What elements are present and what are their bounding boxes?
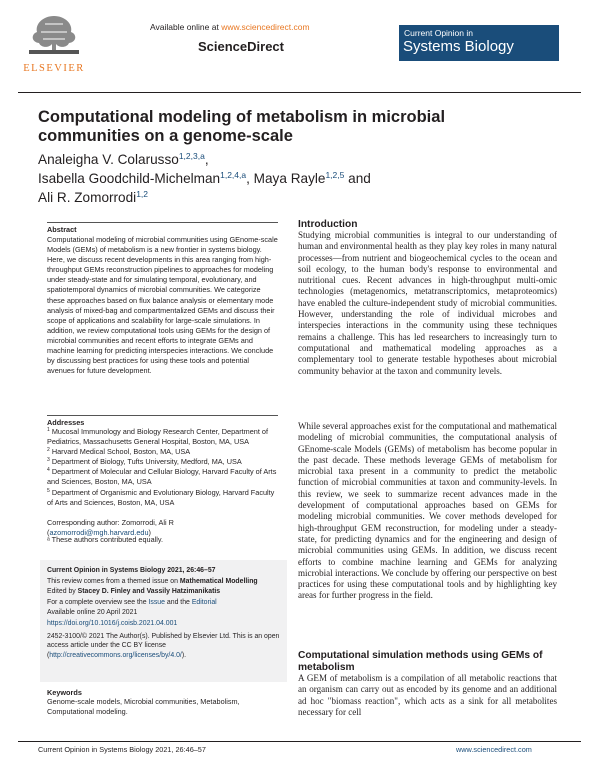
affiliation-text: Mucosal Immunology and Biology Research Center, Department of Pediatrics, Massachusetts General Hospital, Boston, MA, USA	[47, 427, 268, 447]
addresses-divider	[47, 415, 278, 416]
edited-prefix: Edited by	[47, 588, 78, 596]
affiliation-list	[47, 427, 278, 508]
available-prefix: Available online at	[150, 22, 222, 32]
author-affiliation-marks[interactable]: 1,2	[136, 189, 149, 199]
copyright-end: ).	[181, 652, 187, 660]
edited-by-line	[47, 587, 283, 598]
editorial-link[interactable]: Editorial	[191, 598, 217, 606]
available-online	[150, 22, 310, 32]
elsevier-tree-icon	[25, 10, 83, 56]
author-separator: and	[344, 171, 371, 186]
affiliation-number: 4	[47, 467, 50, 474]
affiliation-text: Department of Organismic and Evolutionary Biology, Harvard Faculty of Arts and Sciences, Boston, MA, USA	[47, 487, 275, 507]
available-online-date: Available online 20 April 2021	[47, 609, 138, 617]
author-separator: ,	[246, 171, 254, 186]
author-separator: ,	[204, 152, 209, 167]
author-name[interactable]: Isabella Goodchild-Michelman	[38, 171, 221, 186]
footer-link[interactable]: www.sciencedirect.com	[456, 745, 532, 754]
affiliation-text: Harvard Medical School, Boston, MA, USA	[51, 447, 191, 457]
sciencedirect-link[interactable]: www.sciencedirect.com	[221, 22, 310, 32]
journal-banner[interactable]	[399, 25, 559, 61]
section-paragraph: A GEM of metabolism is a compilation of all metabolic reactions that an organism can carry out as encoded by its genome and an additional ad hoc "biomass reaction", which acts as a sink for all metabolites necessary for cell	[298, 673, 557, 717]
footer-citation: Current Opinion in Systems Biology 2021, 26:46–57	[38, 745, 206, 754]
corresponding-prefix: Corresponding author: Zomorrodi, Ali R (	[47, 518, 174, 538]
author-name[interactable]: Ali R. Zomorrodi	[38, 190, 137, 205]
license-link[interactable]: http://creativecommons.org/licenses/by/4.0/	[49, 652, 182, 660]
publisher-name: ELSEVIER	[23, 63, 85, 74]
addresses-heading: Addresses	[47, 418, 85, 427]
footer-divider	[18, 741, 581, 742]
journal-name: Systems Biology	[403, 38, 514, 55]
affiliation-number: 3	[47, 457, 50, 464]
author-affiliation-marks[interactable]: 1,2,4,a	[220, 170, 247, 180]
affiliation-item	[47, 427, 278, 447]
affiliation-item	[47, 467, 278, 487]
author-name[interactable]: Maya Rayle	[253, 171, 326, 186]
citation: Current Opinion in Systems Biology 2021, 26:46–57	[47, 567, 216, 574]
editors: Stacey D. Finley and Vassily Hatzimanikatis	[77, 588, 221, 596]
sciencedirect-logo[interactable]: ScienceDirect	[198, 39, 284, 54]
introduction-paragraph: While several approaches exist for the computational and mathematical modeling of microbial communities, the computational analysis of GEnome-scale Models (GEMs) of metabolism has become popular in the past decade. These methods leverage GEMs of metabolism for microbial taxa present in a community to predict the metabolic function of microbial communities at taxon and community-levels. In this review, we seek to summarize recent advances made in the development of computational approaches based on GEMs for modeling microbial communities. We cover methods developed for high-throughput GEM reconstruction, for modeling under a steady-state, for predicting dynamics and for the engineering and design of microbial communities using GEMs. In addition, we discuss recent efforts to combine machine learning and GEMs for analyzing microbial interactions. We conclude by offering our perspective on best practices for using these computational tools and by highlighting key areas for further progress in the field.	[298, 421, 557, 601]
abstract-heading: Abstract	[47, 225, 77, 234]
affiliation-item	[47, 447, 278, 457]
article-title: Computational modeling of metabolism in microbial communities on a genome-scale	[38, 108, 446, 145]
themed-issue-line	[47, 577, 283, 588]
copyright-notice	[47, 632, 283, 661]
elsevier-logo	[18, 10, 98, 86]
affiliation-item	[47, 457, 278, 467]
author-affiliation-marks[interactable]: 1,2,3,a	[178, 151, 205, 161]
header-divider	[18, 92, 581, 93]
corresponding-email-link[interactable]: azomorrodi@mgh.harvard.edu	[49, 528, 149, 538]
introduction-paragraph: Studying microbial communities is integral to our understanding of human and environmental health as they play key roles in many natural processes—from nutrient and biogeochemical cycles to the ocean and soil ecology, to the human body's response to environmental and nutritional cues. Recent advances in high-throughput multi-omic technologies (metagenomics, metatranscriptomics, metaproteomics) have enabled the culture-independent study of microbial communities. However, understanding the role of individual microbes and interspecies interactions in the community using these techniques remains a challenge. This has led researchers to increasingly turn to computational and mathematical modeling approaches as a complementary tool to generate testable hypotheses about microbial community behavior at the taxon and community levels.	[298, 230, 557, 376]
themed-prefix: This review comes from a themed issue on	[47, 577, 180, 585]
keywords-text: Genome-scale models, Microbial communities, Metabolism, Computational modeling.	[47, 697, 240, 717]
article-info	[47, 566, 283, 661]
overview-prefix: For a complete overview see the	[47, 598, 149, 606]
corresponding-suffix: )	[148, 528, 151, 538]
themed-issue: Mathematical Modelling	[179, 577, 258, 585]
abstract-divider	[47, 222, 278, 223]
affiliation-number: 1	[47, 427, 50, 433]
issue-link[interactable]: Issue	[148, 598, 165, 606]
affiliation-number: 5	[47, 487, 50, 494]
equal-contribution-note: ᵃ These authors contributed equally.	[47, 535, 164, 544]
section-heading: Computational simulation methods using GEMs of metabolism	[298, 650, 543, 673]
introduction-heading: Introduction	[298, 219, 358, 230]
abstract-text: Computational modeling of microbial communities using GEnome-scale Models (GEMs) of metabolism is a new frontier in systems biology. Here, we discuss recent developments in this area ranging from high-throughput GEMs reconstruction pipelines to approaches for modeling under steady-state and for simulating temporal, evolutionary, and spatiotemporal dynamics of microbial communities. We categorize these approaches based on flux balance analysis or elementary mode analysis of mixed-bag and compartmentalized GEMs and discuss their scope of applications and scalability for large-scale simulations. In addition, we review computational tools using GEMs for the design of microbial communities and recent efforts to integrate GEMs and machine learning for predicting interspecies interactions. We conclude by discussing best practices for using these tools and potential avenues for future development.	[47, 235, 278, 376]
overview-conjunction: and the	[164, 598, 192, 606]
copyright-text: 2452-3100/© 2021 The Author(s). Published by Elsevier Ltd. This is an open access article under the CC BY license (	[47, 632, 280, 660]
affiliation-number: 2	[47, 447, 50, 454]
author-list	[38, 150, 478, 207]
affiliation-text: Department of Biology, Tufts University, Medford, MA, USA	[51, 457, 242, 467]
affiliation-text: Department of Molecular and Cellular Biology, Harvard Faculty of Arts and Sciences, Boston, MA, USA	[47, 467, 277, 487]
author-affiliation-marks[interactable]: 1,2,5	[325, 170, 345, 180]
author-name[interactable]: Analeigha V. Colarusso	[38, 152, 179, 167]
overview-line	[47, 598, 283, 609]
doi-link[interactable]: https://doi.org/10.1016/j.coisb.2021.04.001	[47, 619, 178, 627]
affiliation-item	[47, 488, 278, 508]
journal-prefix: Current Opinion in	[404, 28, 473, 38]
keywords-heading: Keywords	[47, 688, 82, 697]
